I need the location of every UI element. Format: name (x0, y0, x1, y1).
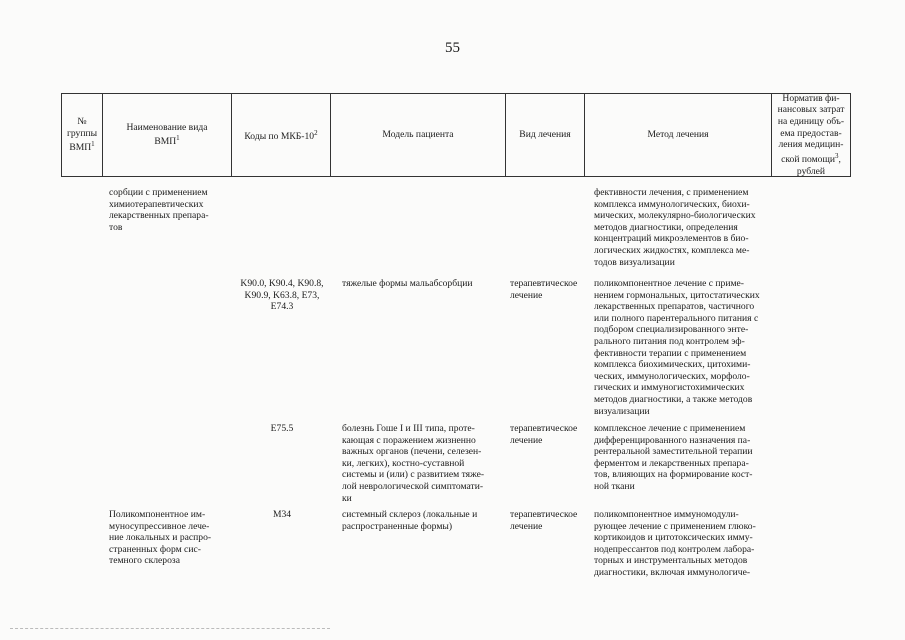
page-number: 55 (445, 40, 460, 56)
row-4-type-name: Поликомпонентное им- муносупрессивное лече- ние локальных и распро- страненных форм сис- темного склероза (109, 509, 212, 567)
row-3-patient-model: болезнь Гоше I и III типа, проте- кающая с поражением жизненно важных органов (печени, селезен- ки, легких), костно-суставной системы и (или) с развитием тяже- лой неврологической симптомати- ки (342, 423, 485, 504)
row-4-method: поликомпонентное иммуномодули- рующее лечение с применением глюко- кортикоидов и цитотоксических имму- нодепрессантов под контролем лабора- торных и инструментальных методов диагностики, включая иммунологиче- (594, 509, 756, 578)
table-header (61, 93, 851, 177)
row-2-patient-model: тяжелые формы мальабсорбции (342, 278, 473, 289)
header-group-number (61, 93, 102, 177)
header-type-name-footnote: 1 (176, 134, 180, 143)
footnote-separator (10, 628, 330, 629)
header-cost-norm-unit: , рублей (796, 153, 841, 177)
header-group-number-label: № группы ВМП (66, 116, 98, 154)
header-treatment-method-label: Метод лечения (647, 129, 709, 141)
header-patient-model (330, 93, 505, 177)
header-cost-norm-label: Норматив фи- нансовых затрат на единицу объ- ема предостав- ления медицин- ской помощи (777, 92, 845, 165)
header-cost-norm-footnote: 3 (835, 151, 839, 160)
header-group-number-footnote: 1 (91, 140, 95, 149)
row-2-method: поликомпонентное лечение с приме- нением гормональных, цитостатических лекарственных препаратов, частичного или полного парентерального питания с подбором специализированного энте- рального питания под контролем эф- фективности терапии с применением комплекса биохимических, цитохими- ческих, иммунологических, морфоло- гических и иммуногистохимических методов диагностики, а также методов визуализации (594, 278, 760, 417)
header-type-name-label: Наименование вида ВМП (126, 121, 208, 148)
header-cost-norm (771, 93, 851, 177)
header-treatment-method (584, 93, 771, 177)
header-type-name (102, 93, 231, 177)
row-4-patient-model: системный склероз (локальные и распространенные формы) (342, 509, 478, 532)
row-1-type-name: сорбции с применением химиотерапевтических лекарственных препара- тов (109, 187, 209, 233)
header-icd-codes (231, 93, 330, 177)
row-3-codes: E75.5 (270, 423, 294, 434)
row-2-codes: K90.0, K90.4, K90.8, K90.9, K63.8, E73, E74.3 (240, 278, 324, 313)
header-patient-model-label: Модель пациента (382, 129, 454, 141)
header-treatment-type (505, 93, 584, 177)
row-4-treatment-type: терапевтическое лечение (510, 509, 578, 532)
header-icd-codes-label: Коды по МКБ-10 (244, 130, 315, 142)
row-3-treatment-type: терапевтическое лечение (510, 423, 578, 446)
row-4-codes: M34 (272, 509, 292, 520)
header-icd-codes-footnote: 2 (314, 128, 318, 137)
row-3-method: комплексное лечение с применением дифференцированного назначения па- рентеральной заместительной терапии ферментом и лекарственных препара- тов, влияющих на формирование кост- ной ткани (594, 423, 753, 492)
row-1-method: фективности лечения, с применением комплекса иммунологических, биохи- мических, молекулярно-биологических методов диагностики, определения концентраций микроэлементов в био- логических жидкостях, комплекса ме- тодов визуализации (594, 187, 756, 268)
header-treatment-type-label: Вид лечения (519, 129, 571, 141)
row-2-treatment-type: терапевтическое лечение (510, 278, 578, 301)
